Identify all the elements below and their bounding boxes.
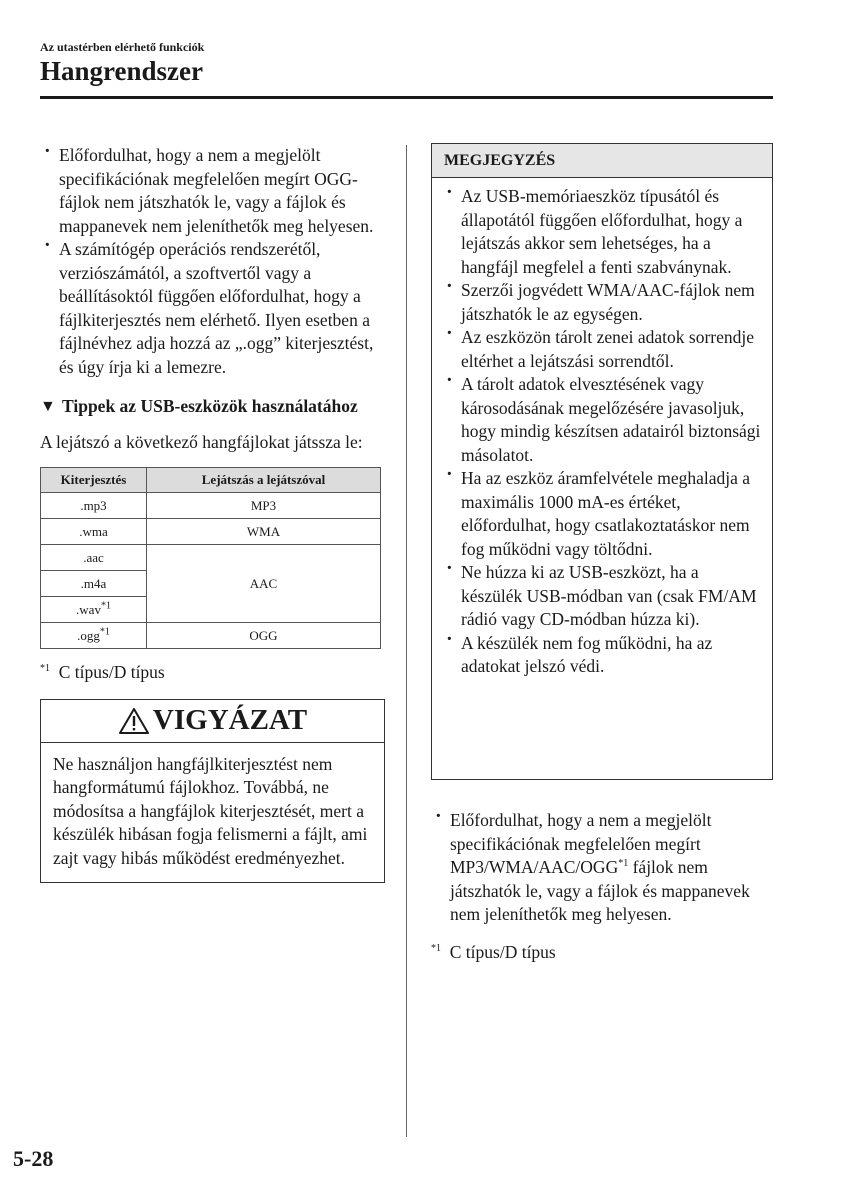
bullet-text: fájlok nem játszhatók le, vagy a fájlok és mappanevek nem jeleníthetők meg helyesen. xyxy=(450,857,750,924)
list-item: · Az eszközön tárolt zenei adatok sorrendje eltérhet a lejátszási sorrendtől. xyxy=(442,326,764,373)
table-cell: WMA xyxy=(147,519,381,545)
footnote-ref: *1 xyxy=(618,858,629,870)
left-column xyxy=(40,144,385,883)
note-box xyxy=(431,143,773,780)
subheading xyxy=(40,395,385,419)
table-header: Lejátszás a lejátszóval xyxy=(147,468,381,493)
footnote xyxy=(431,941,773,965)
list-item xyxy=(431,809,773,927)
right-column xyxy=(431,809,773,964)
column-divider xyxy=(406,145,407,1137)
list-item: · A tárolt adatok elvesztésének vagy károsodásának megelőzésére javasoljuk, hogy mindig készítsen adatairól biztonsági másolatot. xyxy=(442,373,764,467)
table-cell: .mp3 xyxy=(41,493,147,519)
caution-text: Ne használjon hangfájlkiterjesztést nem hangformátumú fájlokhoz. Továbbá, ne módosítsa a hangfájlok kiterjesztését, mert a készülék hibásan fogja felismerni a fájlt, ami zajt vagy hibás működést eredményezhet. xyxy=(53,753,368,868)
list-item: · Az USB-memóriaeszköz típusától és állapotától függően előfordulhat, hogy a lejátszás akkor sem lehetséges, ha a hangfájl megfelel a fenti szabványnak. xyxy=(442,185,764,279)
left-bullet-list xyxy=(40,144,385,379)
footnote-mark: *1 xyxy=(40,663,50,675)
footnote-mark: *1 xyxy=(431,942,441,954)
cell-text: .ogg xyxy=(77,627,100,643)
footnote-ref: *1 xyxy=(100,600,111,612)
table-cell: AAC xyxy=(147,545,381,623)
bullet-text: Előfordulhat, hogy a nem a megjelölt specifikációnak megfelelően megírt MP3/WMA/AAC/OGG xyxy=(450,810,712,877)
table-cell: MP3 xyxy=(147,493,381,519)
note-body xyxy=(432,178,772,679)
list-item: · Szerzői jogvédett WMA/AAC-fájlok nem játszhatók le az egységen. xyxy=(442,279,764,326)
table-cell: .wma xyxy=(41,519,147,545)
table-header-row xyxy=(41,468,381,493)
caution-box xyxy=(40,699,385,884)
table-cell: OGG xyxy=(147,623,381,649)
right-bullet-list xyxy=(431,809,773,927)
list-item: · Előfordulhat, hogy a nem a megjelölt specifikációnak megfelelően megírt OGG-fájlok nem játszhatók le, vagy a fájlok és mappanevek nem jeleníthetők meg helyesen. xyxy=(40,144,385,238)
table-cell: .m4a xyxy=(41,571,147,597)
header-divider xyxy=(40,96,773,99)
footnote-ref: *1 xyxy=(99,626,110,638)
intro-text: A lejátszó a következő hangfájlokat játssza le: xyxy=(40,431,363,452)
footnote xyxy=(40,661,385,685)
table-row xyxy=(41,623,381,649)
caution-title: VIGYÁZAT xyxy=(152,703,308,736)
list-item: · Ha az eszköz áramfelvétele meghaladja a maximális 1000 mA-es értéket, előfordulhat, hogy csatlakoztatáskor nem fog működni vagy töltődni. xyxy=(442,467,764,561)
list-item: · Ne húzza ki az USB-eszközt, ha a készülék USB-módban van (csak FM/AM rádió vagy CD-módban húzza ki). xyxy=(442,561,764,632)
section-label: Az utastérben elérhető funkciók xyxy=(40,40,205,54)
caution-header xyxy=(41,700,384,743)
table-cell: .aac xyxy=(41,545,147,571)
warning-triangle-icon xyxy=(118,707,150,735)
subheading-text: Tippek az USB-eszközök használatához xyxy=(62,396,358,416)
table-cell xyxy=(41,623,147,649)
list-item: · A készülék nem fog működni, ha az adatokat jelszó védi. xyxy=(442,632,764,679)
table-cell xyxy=(41,597,147,623)
table-row xyxy=(41,519,381,545)
triangle-down-icon: ▼ xyxy=(40,398,56,415)
cell-text: .wav xyxy=(76,601,101,617)
table-header: Kiterjesztés xyxy=(41,468,147,493)
table-row xyxy=(41,545,381,571)
note-bullet-list xyxy=(442,185,764,679)
page-title: Hangrendszer xyxy=(40,56,203,86)
list-item: · A számítógép operációs rendszerétől, verziószámától, a szoftvertől vagy a beállításoktól függően előfordulhat, hogy a fájlkiterjesztés nem elérhető. Ilyen esetben a fájlnévhez adja hozzá az „.ogg” kiterjesztést, és úgy írja ki a lemezre. xyxy=(40,238,385,379)
table-row xyxy=(41,493,381,519)
page-number: 5-28 xyxy=(13,1146,54,1171)
footnote-text: C típus/D típus xyxy=(58,662,165,682)
footnote-text: C típus/D típus xyxy=(449,941,556,962)
note-title: MEGJEGYZÉS xyxy=(432,144,772,178)
file-format-table xyxy=(40,467,381,649)
